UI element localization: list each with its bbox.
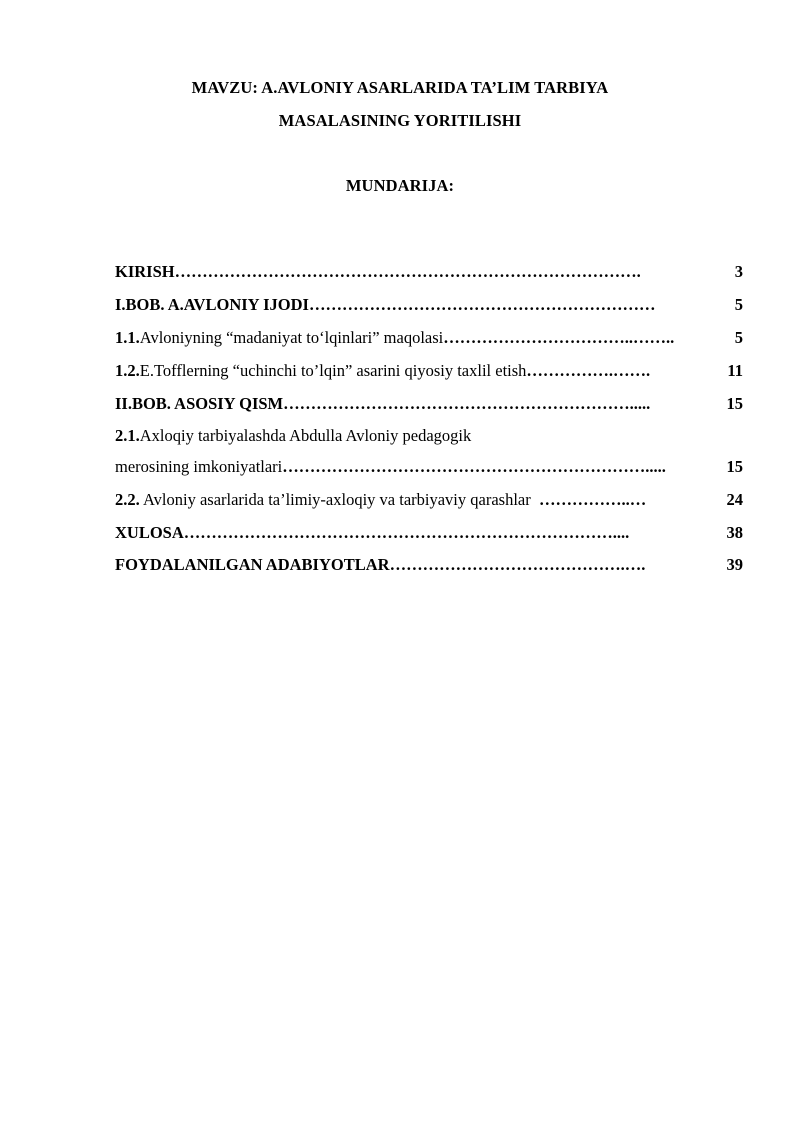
toc-entry-title: E.Tofflerning “uchinchi to’lqin” asarini qiyosiy taxlil etish — [139, 361, 527, 380]
toc-page-number: 5 — [734, 295, 743, 314]
toc-entry-section-2-1-line-1 — [115, 426, 743, 446]
toc-page-number: 38 — [726, 523, 743, 542]
toc-dot-leader: ………………………………………………………..... — [283, 394, 651, 413]
toc-entry-chapter-2 — [115, 394, 743, 414]
toc-entry-section-1-2 — [115, 361, 743, 381]
toc-page-number: 15 — [726, 394, 743, 413]
toc-entry-title: II.BOB. ASOSIY QISM — [115, 394, 284, 413]
document-title-line-1: MAVZU: A.AVLONIY ASARLARIDA TA’LIM TARBIYA — [191, 78, 609, 97]
toc-dot-leader: …………………………………………………………………………. — [174, 262, 641, 281]
toc-dot-leader: …………………………………….…. — [389, 555, 646, 574]
toc-page-number: 3 — [734, 262, 743, 281]
toc-entry-section-1-1 — [115, 328, 743, 348]
document-title-line-2: MASALASINING YORITILISHI — [278, 111, 522, 130]
toc-entry-chapter-1 — [115, 295, 743, 315]
toc-entry-title: KIRISH — [115, 262, 175, 281]
toc-page-number: 15 — [726, 457, 743, 476]
toc-page-number: 5 — [734, 328, 743, 347]
toc-entry-bibliography — [115, 555, 743, 575]
toc-entry-conclusion — [115, 523, 743, 543]
toc-dot-leader: …………….……. — [526, 361, 651, 380]
toc-page-number: 24 — [726, 490, 743, 509]
toc-entry-number: 2.2. — [115, 490, 140, 509]
toc-dot-leader: ……………………………………………………… — [308, 295, 656, 314]
toc-entry-title: merosining imkoniyatlari — [115, 457, 283, 476]
toc-entry-title: Avloniyning “madaniyat to‘lqinlari” maqolasi — [139, 328, 444, 347]
toc-entry-number: 2.1. — [115, 426, 140, 445]
toc-dot-leader: ……………..… — [538, 490, 647, 509]
toc-page-number: 39 — [726, 555, 743, 574]
toc-entry-kirish — [115, 262, 743, 282]
toc-dot-leader: …………………………………………………………..... — [282, 457, 666, 476]
toc-entry-title: XULOSA — [115, 523, 184, 542]
toc-entry-title: FOYDALANILGAN ADABIYOTLAR — [115, 555, 390, 574]
toc-entry-section-2-2 — [115, 490, 743, 510]
toc-page-number: 11 — [727, 361, 743, 380]
toc-entry-number: 1.2. — [115, 361, 140, 380]
contents-heading: MUNDARIJA: — [345, 176, 455, 195]
toc-entry-title: Avloniy asarlarida ta’limiy-axloqiy va tarbiyaviy qarashlar — [139, 490, 539, 509]
toc-entry-title: I.BOB. A.AVLONIY IJODI — [115, 295, 309, 314]
toc-entry-number: 1.1. — [115, 328, 140, 347]
toc-entry-section-2-1-line-2 — [115, 457, 743, 477]
toc-entry-title: Axloqiy tarbiyalashda Abdulla Avloniy pedagogik — [139, 426, 472, 445]
toc-dot-leader: …………………………………………………………………….... — [183, 523, 630, 542]
toc-dot-leader: ……………………………..…….. — [443, 328, 675, 347]
